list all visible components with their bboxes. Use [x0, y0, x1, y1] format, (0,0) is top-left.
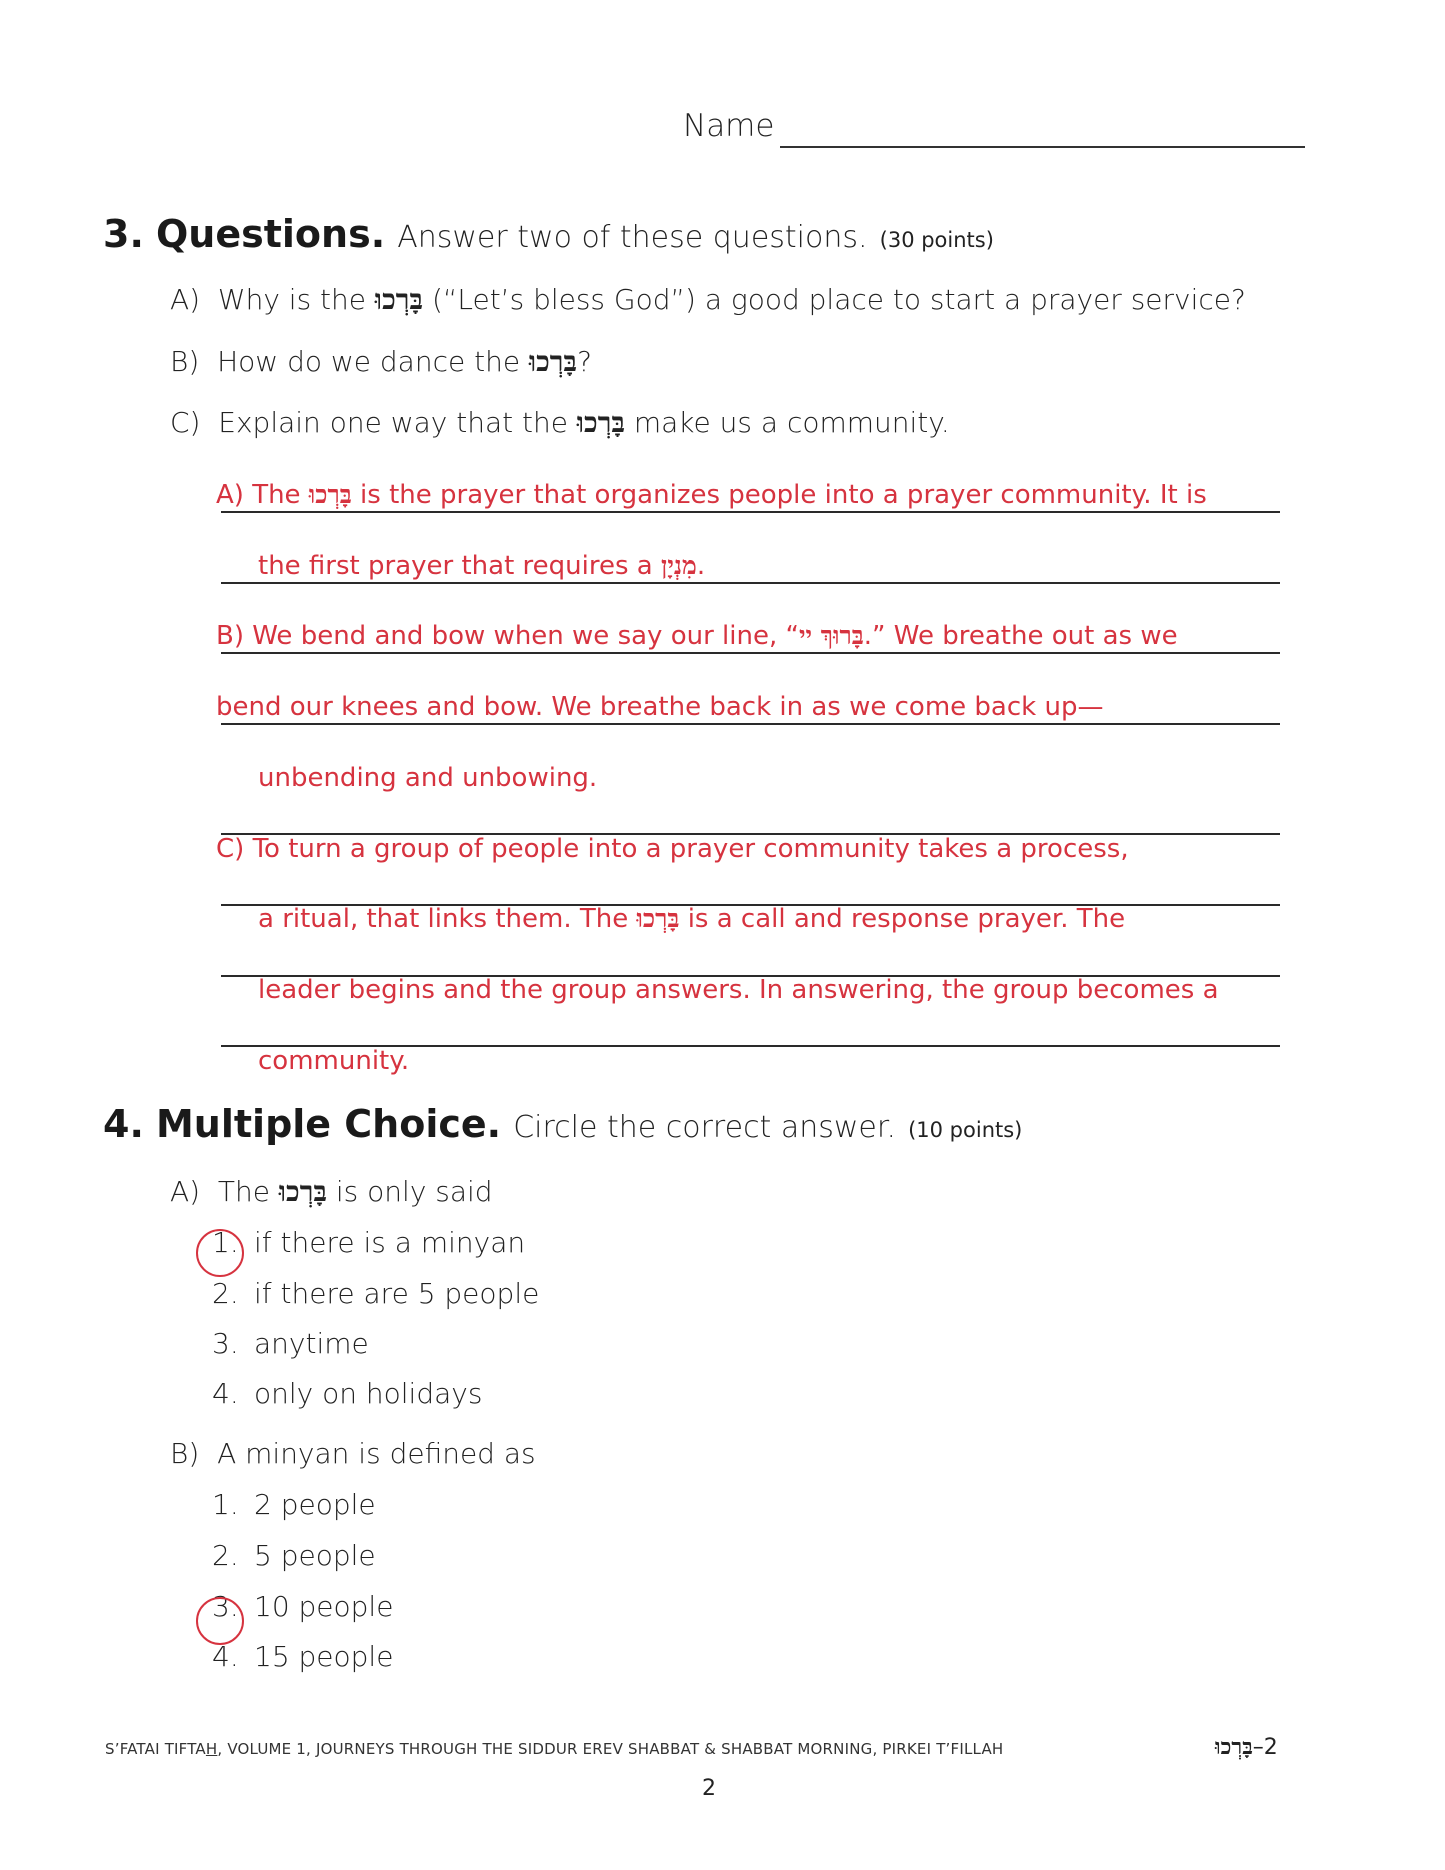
mc-option[interactable]: 2. if there are 5 people	[212, 1277, 540, 1310]
answer-line-text: B) We bend and bow when we say our line, “בָּרוּךְ יי.” We breathe out as we	[216, 621, 1178, 651]
hebrew-word: בָּרְכוּ	[278, 1175, 327, 1208]
hebrew-word: בָּרְכוּ	[374, 283, 424, 316]
hebrew-word: בָּרְכוּ	[308, 480, 352, 509]
question-text: How do we dance the	[217, 345, 521, 378]
question-a	[170, 283, 1246, 317]
mc-option[interactable]: 4. only on holidays	[212, 1377, 483, 1410]
answer-line-text: A) The בָּרְכוּ is the prayer that organizes people into a prayer community. It is	[216, 480, 1207, 510]
hebrew-word: בָּרְכוּ	[528, 345, 578, 378]
footer-source: S’FATAI TIFTAH, VOLUME 1, JOURNEYS THROUGH THE SIDDUR EREV SHABBAT & SHABBAT MORNING, PIRKEI T’FILLAH	[105, 1740, 1004, 1758]
section-3-title: Questions.	[155, 212, 386, 256]
name-input-line[interactable]	[780, 146, 1305, 148]
answer-circle	[196, 1229, 244, 1277]
mc-option[interactable]: 2. 5 people	[212, 1539, 376, 1572]
section-4-heading	[103, 1102, 1022, 1146]
question-text: Explain one way that the	[218, 406, 568, 439]
answer-line	[221, 652, 1280, 654]
question-c	[170, 406, 950, 440]
hebrew-word: בָּרְכוּ	[636, 904, 680, 933]
hebrew-word: בָּרְכוּ	[576, 406, 625, 439]
answer-line-text: community.	[258, 1046, 410, 1076]
answer-line-text: the first prayer that requires a מִנְיָן.	[258, 551, 706, 581]
mc-option[interactable]: 4. 15 people	[212, 1640, 394, 1673]
hebrew-word: בָּרוּךְ יי	[798, 621, 864, 650]
hebrew-word: בָּרְכוּ	[1215, 1734, 1253, 1760]
mc-question-b: B) A minyan is defined as	[170, 1437, 536, 1470]
question-letter: B)	[170, 345, 200, 378]
section-4-points: (10 points)	[908, 1118, 1023, 1142]
answer-line	[221, 582, 1280, 584]
mc-option[interactable]: 3. 10 people	[212, 1590, 394, 1623]
section-3-points: (30 points)	[879, 228, 994, 252]
question-text: ?	[577, 345, 592, 378]
answer-line	[221, 723, 1280, 725]
answer-circle	[196, 1597, 244, 1645]
hebrew-word: מִנְיָן	[660, 551, 697, 580]
answer-line-text: bend our knees and bow. We breathe back in as we come back up—	[216, 692, 1104, 722]
answer-line-text: leader begins and the group answers. In answering, the group becomes a	[258, 975, 1219, 1005]
section-4-number: 4.	[103, 1102, 144, 1146]
answer-line	[221, 511, 1280, 513]
section-4-instruction: Circle the correct answer.	[513, 1110, 896, 1145]
answer-line-text: C) To turn a group of people into a prayer community takes a process,	[216, 834, 1129, 864]
answer-line-text: a ritual, that links them. The בָּרְכוּ is a call and response prayer. The	[258, 904, 1126, 934]
question-letter: C)	[170, 406, 201, 439]
section-3-heading	[103, 212, 994, 256]
answer-line-text: unbending and unbowing.	[258, 763, 598, 793]
footer-chapter-label: בָּרְכוּ–2	[1215, 1734, 1278, 1760]
question-text: Why is the	[217, 283, 367, 316]
question-text: (“Let’s bless God”) a good place to start a prayer service?	[431, 283, 1246, 316]
page-number: 2	[702, 1776, 716, 1801]
question-text: make us a community.	[633, 406, 950, 439]
mc-question-a: A) The בָּרְכוּ is only said	[170, 1175, 493, 1208]
section-4-title: Multiple Choice.	[155, 1102, 502, 1146]
question-b	[170, 345, 592, 379]
section-3-number: 3.	[103, 212, 144, 256]
mc-option[interactable]: 1. if there is a minyan	[212, 1226, 526, 1259]
question-letter: A)	[170, 283, 201, 316]
mc-option[interactable]: 3. anytime	[212, 1327, 369, 1360]
section-3-instruction: Answer two of these questions.	[397, 220, 868, 255]
name-label: Name	[683, 108, 775, 144]
mc-option[interactable]: 1. 2 people	[212, 1488, 376, 1521]
